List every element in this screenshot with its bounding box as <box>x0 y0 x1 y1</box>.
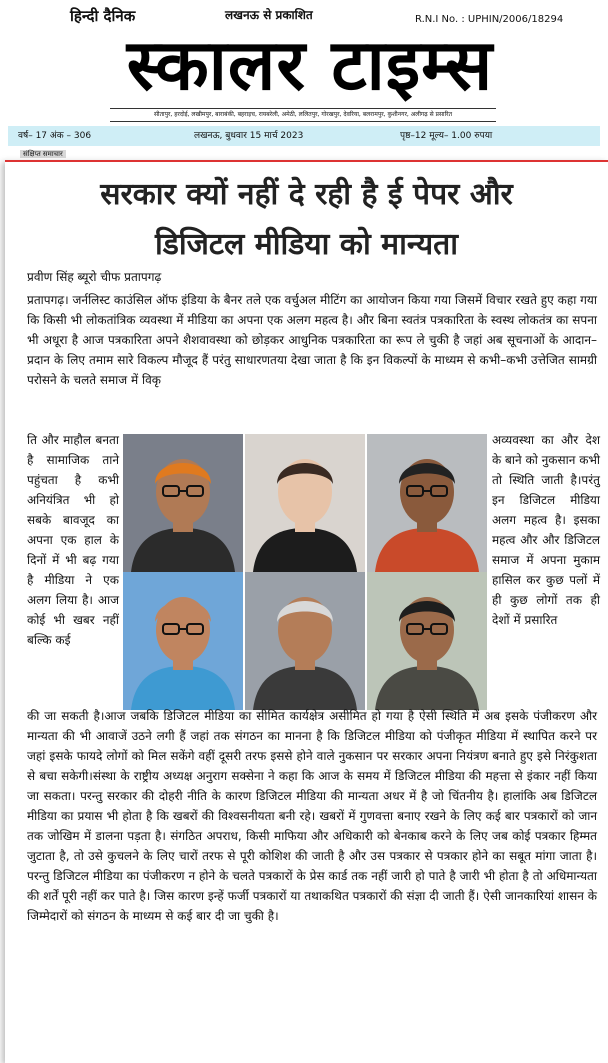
article-byline: प्रवीण सिंह ब्यूरो चीफ प्रतापगढ़ <box>27 270 162 284</box>
newspaper-name: स्कालर टाइम्स <box>126 24 494 106</box>
masthead <box>0 0 608 160</box>
circulation-cities: सीतापुर, हरदोई, लखीमपुर, बाराबंकी, बहराइच, रायबरेली, अमेठी, ललितपुर, गोरखपुर, देवरिया, बलरामपुर, कुशीनगर, अलीगढ़ से प्रसारित <box>110 108 496 122</box>
photo-man-turban <box>123 434 243 572</box>
article-clipping <box>5 160 608 1063</box>
issue-info-bar <box>8 126 600 146</box>
article-paragraph-end: की जा सकती है।आज जबकि डिजिटल मीडिया का सीमित कार्यक्षेत्र असीमित हो गया है ऐसी स्थिति में अब इसके पंजीकरण और मान्यता की भी आवाजें उठने लगी हैं जहां तक संगठन का मानना है कि डिजिटल मीडिया को पंजीकृत मीडिया में स्थापित करने पर जहां इसके फायदे लोगों को मिल सकेंगे वहीं दूसरी तरफ इससे होने वाले नुकसान पर सरकार अपना नियंत्रण बनाते हुए इसे निरंकुशता से बचा सकेगी।संस्था के राष्ट्रीय अध्यक्ष अनुराग सक्सेना ने कहा कि आज के समय में डिजिटल मीडिया की महत्ता से इंकार नहीं किया जा सकता। परन्तु सरकार की दोहरी नीति के कारण डिजिटल मीडिया की मान्यता अधर में है जो चिंतनीय है। हालांकि अब डिजिटल मीडिया का प्रयास भी होता है कि खबरों की विश्वसनीयता बनी रहे। खबरों में गुणवत्ता बनाए रखने के लिए कई बार पत्रकारों को जान तक जोखिम में डालना पड़ता है। संगठित अपराध, किसी माफिया और अधिकारी को बेनकाब करने के लिए जब कोई पत्रकार हिम्मत जुटाता है, तो उसे कुचलने के लिए चारों तरफ से पूरी कोशिश की जाती है और उस पत्रकार से पत्रकार होने का सबूत मांगा जाता है। परन्तु डिजिटल मीडिया का पंजीकरण न होने के चलते पत्रकारों के प्रेस कार्ड तक नहीं जारी हो पाते है जारी भी होता है तो अधिमान्यता की शर्तें पूरी नहीं कर पाते है। जिस कारण इन्हें फर्जी पत्रकारों या तथाकथित पत्रकारों की संज्ञा दी जाती हैं। ऐसी जानकारियां शासन के जिम्मेदारों को संगठन के माध्यम से कई बार दी जा चुकी है। <box>27 709 597 923</box>
article-column-left: ति और माहौल बनता है सामाजिक ताने पहुंचता है कभी अनियंत्रित भी हो सबके बावजूद का अपना एक हाल के दिनों में भी बढ़ गया है मीडिया ने एक अलग लिया है। आज कोई भी खबर नहीं बल्कि कई <box>27 433 119 647</box>
rni-number: R.N.I No. : UPHIN/2006/18294 <box>415 14 564 25</box>
photo-collage <box>121 430 489 711</box>
pages-price: पृष्ठ–12 मूल्य– 1.00 रुपया <box>400 131 493 141</box>
headline-line-2: डिजिटल मीडिया को मान्यता <box>155 227 458 262</box>
year-issue: वर्ष– 17 अंक – 306 <box>18 131 92 141</box>
article-paragraph-intro: प्रतापगढ़। जर्नलिस्ट काउंसिल ऑफ इंडिया के बैनर तले एक वर्चुअल मीटिंग का आयोजन किया गया जिसमें विचार रखते हुए कहा गया कि किसी भी लोकतांत्रिक व्यवस्था में मीडिया का अपना एक अलग महत्व है। और बिना स्वतंत्र पत्रकारिता के स्वस्थ लोकतंत्र का सपना भी अधूरा है आज पत्रकारिता अपने शैशवावस्था को छोड़कर आधुनिक पत्रकारिता का रूप ले चुकी है जहां अब सूचनाओं के आदान–प्रदान के लिए तमाम सारे विकल्प मौजूद हैं परंतु साधारणतया देखा जाता है कि इन विकल्पों के माध्यम से कभी–कभी उत्तेजित सामग्री परोसने के चलते समाज में विकृ <box>27 293 597 387</box>
brief-news-label: संक्षिप्त समाचार <box>20 150 66 158</box>
article-headline <box>5 170 608 270</box>
article-column-right: अव्यवस्था का और देश के बाने को नुकसान कभी तो स्थिति जाती है।परंतु इन डिजिटल मीडिया अलग महत्व है। इसका महत्व और और डिजिटल समाज में अपना मुकाम हासिल कर कुछ पलों में ही कुछ लोगों तक ही देशों में प्रसारित <box>492 433 600 627</box>
masthead-tagline-left: हिन्दी दैनिक <box>70 7 136 25</box>
photo-man-glasses-2 <box>367 572 487 710</box>
masthead-tagline-center: लखनऊ से प्रकाशित <box>225 8 313 22</box>
photo-woman <box>245 434 365 572</box>
photo-man-bald <box>123 572 243 710</box>
place-date: लखनऊ, बुधवार 15 मार्च 2023 <box>194 131 304 141</box>
headline-line-1: सरकार क्यों नहीं दे रही है ई पेपर और <box>100 177 513 212</box>
brief-news-strip <box>20 148 608 160</box>
photo-man-glasses-1 <box>367 434 487 572</box>
photo-man-grey-hair <box>245 572 365 710</box>
